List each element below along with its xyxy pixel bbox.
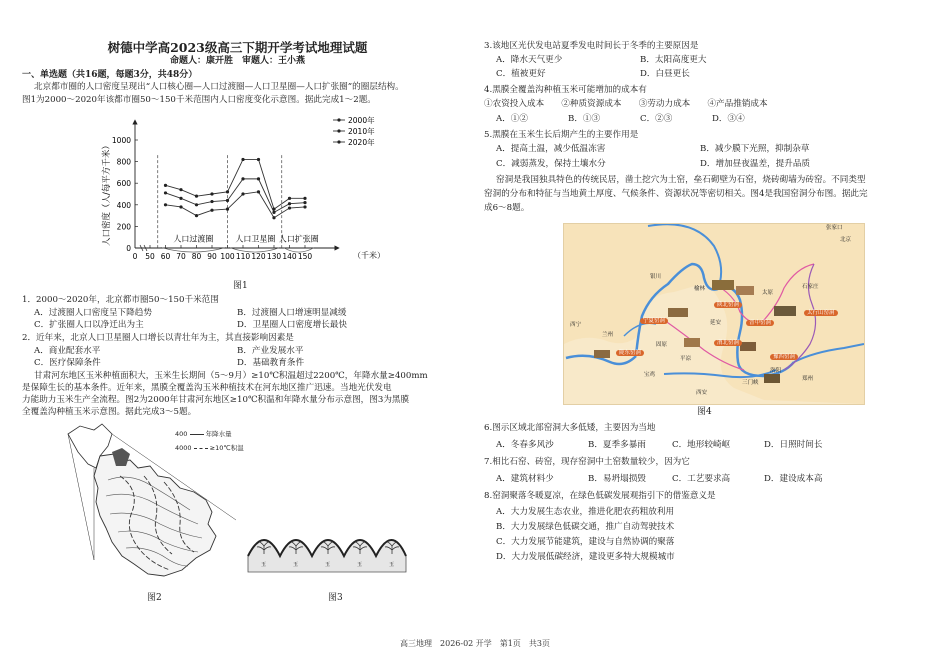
q6-option-d[interactable]: D．日照时间长 <box>764 440 823 450</box>
q3-option-c[interactable]: C．植被更好 <box>496 69 546 79</box>
q6-stem: 6.图示区域北部窑洞大多低矮，主要因为当地 <box>484 423 656 433</box>
place-1: 北京 <box>840 237 852 243</box>
data-point <box>257 190 260 193</box>
q4-option-a[interactable]: A．①② <box>496 114 528 124</box>
kiln-label-2: 晋中窑洞 <box>746 320 774 326</box>
y-tick-label: 200 <box>116 222 131 232</box>
q1-option-a[interactable]: A．过渡圈人口密度呈下降趋势 <box>34 308 152 318</box>
passage2-line-3: 力能助力玉米生产全流程。图2为2000年甘肃河东地区≥10℃积温和年降水量分布示意图，图3为黑膜 <box>22 395 410 405</box>
data-point <box>164 191 167 194</box>
section-heading: 一、单选题（共16题，每题3分，共48分） <box>22 70 198 80</box>
page-title: 树德中学高2023级高三下期开学考试地理试题 <box>107 40 368 55</box>
legend-1-label: 年降水量 <box>205 430 232 438</box>
q8-option-d[interactable]: D．大力发展低碳经济，建设更多特大规模城市 <box>496 552 675 562</box>
q6-option-c[interactable]: C．地形较崎岖 <box>672 440 731 450</box>
x-tick-label: 90 <box>207 252 217 261</box>
figure-1-caption: 图1 <box>233 281 248 291</box>
x-tick-label: 80 <box>191 252 202 261</box>
kiln-label-0: 宁夏窑洞 <box>640 318 668 324</box>
q6-option-a[interactable]: A．冬春多风沙 <box>496 440 554 450</box>
y-tick-label: 800 <box>116 157 131 167</box>
x-tick-label: 150 <box>297 252 313 261</box>
place-5: 西宁 <box>570 322 582 328</box>
x-tick-label: 70 <box>176 252 186 261</box>
figure-2-caption: 图2 <box>147 593 162 603</box>
data-point <box>257 158 260 161</box>
authors: 命题人：康开胜 审题人：王小燕 <box>169 56 305 66</box>
q7-option-b[interactable]: B．易坍塌损毁 <box>588 474 646 484</box>
x-tick-label: 100 <box>220 252 235 261</box>
data-point <box>272 211 275 214</box>
x-tick-label: 0 <box>132 252 138 261</box>
data-point <box>210 192 213 195</box>
q4-option-c[interactable]: C．②③ <box>640 114 673 124</box>
place-13: 固原 <box>656 342 668 348</box>
place-6: 兰州 <box>602 332 614 338</box>
q2-option-a[interactable]: A．商业配套水平 <box>34 346 101 356</box>
figure-2-legend <box>175 431 255 461</box>
legend-2-value: 4000 <box>175 444 192 452</box>
place-7: 延安 <box>710 320 722 326</box>
kiln-label-1: 陕北窑洞 <box>714 302 742 308</box>
legend-1-value: 400 <box>175 430 188 438</box>
q2-option-d[interactable]: D．基础教育条件 <box>237 358 305 368</box>
q3-option-a[interactable]: A．降水天气更少 <box>496 55 563 65</box>
y-tick-label: 0 <box>126 244 131 253</box>
legend-entry: 2000年 <box>348 116 375 125</box>
figure-3-caption: 图3 <box>328 593 343 603</box>
place-0: 张家口 <box>826 225 843 231</box>
legend-2-label: ≥10℃积温 <box>209 444 244 452</box>
x-tick-label: 50 <box>145 252 155 261</box>
q4-stem: 4.黑膜全覆盖沟种植玉米可能增加的成本有 <box>484 85 647 95</box>
q2-option-c[interactable]: C．医疗保障条件 <box>34 358 101 368</box>
x-tick-label: 120 <box>251 252 266 261</box>
q8-option-c[interactable]: C．大力发展节能建筑，建设与自然协调的聚落 <box>496 537 675 547</box>
q1-option-d[interactable]: D．卫星圈人口密度增长最快 <box>237 320 348 330</box>
passage2-line-1: 甘肃河东地区玉米种植面积大，玉米生长期间（5～9月）≥10℃积温超过2200℃，年降水量≥400mm <box>34 371 428 381</box>
q4-option-d[interactable]: D．③④ <box>712 114 745 124</box>
data-point <box>195 203 198 206</box>
data-point <box>303 205 306 208</box>
place-3: 太原 <box>762 290 774 296</box>
place-14: 洛阳 <box>770 368 782 374</box>
q1-option-c[interactable]: C．扩张圈人口以净迁出为主 <box>34 320 144 330</box>
passage3-line-2: 窑洞的分布和特征与当地黄土厚度、气候条件、资源状况等密切相关。图4是我国窑洞分布图。据此完 <box>484 189 868 199</box>
page-footer: 高三地理 2026-02 开学 第1页 共3页 <box>400 639 550 648</box>
q7-option-a[interactable]: A．建筑材料少 <box>496 474 554 484</box>
corn-label: 玉 <box>293 562 299 568</box>
data-point <box>241 177 244 180</box>
figure-3-diagram <box>246 516 416 580</box>
place-2: 银川 <box>650 274 662 280</box>
data-point <box>179 197 182 200</box>
kiln-label-6: 渭北窑洞 <box>714 340 742 346</box>
data-point <box>195 214 198 217</box>
q2-stem: 2．近年来，北京人口卫星圈人口增长以青壮年为主，其直接影响因素是 <box>22 333 294 343</box>
figure-4-map <box>563 223 865 405</box>
q4-option-b[interactable]: B．①③ <box>568 114 601 124</box>
series-line-2000年 <box>166 192 306 218</box>
q6-option-b[interactable]: B．夏季多暴雨 <box>588 440 646 450</box>
x-tick-label: 110 <box>235 252 251 261</box>
passage3-line-1: 窑洞是我国独具特色的传统民居，凿土挖穴为土窑，垒石砌壁为石窑，烧砖砌墙为砖窑。不同类型 <box>496 175 866 185</box>
data-point <box>272 208 275 211</box>
data-point <box>288 197 291 200</box>
q5-option-b[interactable]: B．减少膜下光照，抑制杂草 <box>700 144 810 154</box>
data-point <box>257 177 260 180</box>
kiln-label-3: 太行山窑洞 <box>804 310 838 316</box>
y-axis-label: 人口密度（人/每平方千米） <box>102 141 112 246</box>
x-tick-label: 130 <box>266 252 282 261</box>
corn-label: 玉 <box>325 562 331 568</box>
zone-label: 人口过渡圈 <box>173 234 214 244</box>
data-point <box>210 209 213 212</box>
zone-label: 人口扩张圈 <box>278 234 319 244</box>
q3-stem: 3.该地区光伏发电站夏季发电时间长于冬季的主要原因是 <box>484 41 699 51</box>
data-point <box>226 208 229 211</box>
kiln-label-4: 陇东窑洞 <box>616 350 644 356</box>
data-point <box>288 202 291 205</box>
corn-label: 玉 <box>357 562 363 568</box>
data-point <box>272 216 275 219</box>
corn-label: 玉 <box>389 562 395 568</box>
kiln-label-5: 豫西窑洞 <box>770 354 798 360</box>
place-10: 宝鸡 <box>644 372 656 378</box>
q5-option-a[interactable]: A．提高土温，减少低温冻害 <box>496 144 606 154</box>
q8-option-b[interactable]: B．大力发展绿色低碳交通，推广自动驾驶技术 <box>496 522 675 532</box>
place-15: 平凉 <box>680 356 692 362</box>
q5-option-d[interactable]: D．增加昼夜温差，提升品质 <box>700 159 811 169</box>
place-4: 石家庄 <box>802 284 819 290</box>
q3-option-d[interactable]: D．白昼更长 <box>640 69 690 79</box>
legend-entry: 2010年 <box>348 127 375 136</box>
q7-option-d[interactable]: D．建设成本高 <box>764 474 823 484</box>
q5-stem: 5.黑膜在玉米生长后期产生的主要作用是 <box>484 130 639 140</box>
zone-label: 人口卫星圈 <box>235 234 276 244</box>
y-tick-label: 600 <box>116 179 131 189</box>
q7-option-c[interactable]: C．工艺要求高 <box>672 474 731 484</box>
q7-stem: 7.相比石窑、砖窑，现存窑洞中土窑数量较少，因为它 <box>484 457 690 467</box>
figure-1-chart <box>95 108 405 280</box>
x-tick-label: 60 <box>160 252 171 261</box>
place-9: 西安 <box>696 390 708 396</box>
data-point <box>303 201 306 204</box>
q3-option-b[interactable]: B．太阳高度更大 <box>640 55 707 65</box>
q8-option-a[interactable]: A．大力发展生态农业，推进化肥农药粗放利用 <box>496 507 675 517</box>
data-point <box>241 158 244 161</box>
passage2-line-2: 是保障生长的基本条件。近年来，黑膜全覆盖沟玉米种植技术在河东地区推广迅速。当地光伏发电 <box>22 383 392 393</box>
figure-4-caption: 图4 <box>697 407 712 417</box>
data-point <box>164 203 167 206</box>
q4-items: ①农资投入成本 ②种质资源成本 ③劳动力成本 ④产品推销成本 <box>484 99 768 109</box>
q2-option-b[interactable]: B．产业发展水平 <box>237 346 304 356</box>
q5-option-c[interactable]: C．减弱蒸发，保持土壤水分 <box>496 159 606 169</box>
intro-line-1: 北京都市圈的人口密度呈现出“人口核心圈—人口过渡圈—人口卫星圈—人口扩张圈”的圈层结构。 <box>34 82 404 92</box>
x-tick-label: 140 <box>282 252 297 261</box>
q1-stem: 1．2000～2020年，北京都市圈50～150千米范围 <box>22 295 219 305</box>
place-12: 榆林 <box>694 286 706 292</box>
data-point <box>241 192 244 195</box>
data-point <box>179 188 182 191</box>
data-point <box>195 195 198 198</box>
y-tick-label: 400 <box>116 200 131 210</box>
data-point <box>226 199 229 202</box>
place-8: 郑州 <box>802 376 814 382</box>
series-line-2010年 <box>166 179 306 212</box>
passage3-line-3: 成6～8题。 <box>484 203 530 213</box>
data-point <box>164 184 167 187</box>
intro-line-2: 图1为2000～2020年该都市圈50～150千米范围内人口密度变化示意图。据此完成1～2题。 <box>22 95 376 105</box>
data-point <box>179 205 182 208</box>
data-point <box>210 200 213 203</box>
data-point <box>226 190 229 193</box>
x-axis-unit: （千米） <box>353 251 385 260</box>
y-tick-label: 1000 <box>111 136 131 145</box>
data-point <box>288 206 291 209</box>
data-point <box>303 197 306 200</box>
q8-stem: 8.窑洞聚落冬暖夏凉，在绿色低碳发展观指引下的借鉴意义是 <box>484 491 716 501</box>
corn-label: 玉 <box>261 562 267 568</box>
q1-option-b[interactable]: B．过渡圈人口增速明显减缓 <box>237 308 347 318</box>
place-11: 三门峡 <box>742 380 759 386</box>
passage2-line-4: 全覆盖沟种植玉米示意图。据此完成3～5题。 <box>22 407 197 417</box>
legend-entry: 2020年 <box>348 138 375 147</box>
